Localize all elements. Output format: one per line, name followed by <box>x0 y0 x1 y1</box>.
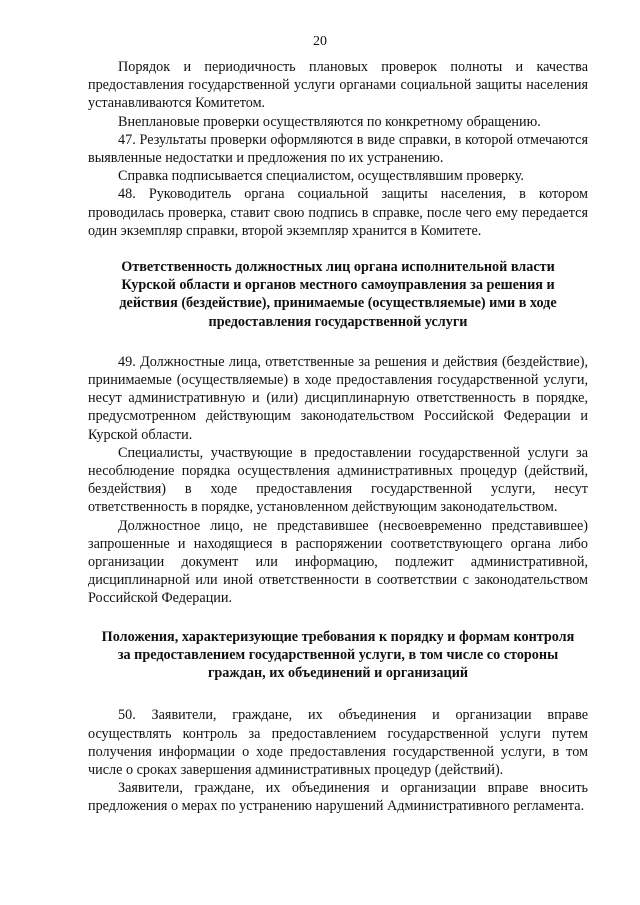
paragraph-47: 47. Результаты проверки оформляются в виде справки, в которой отмечаются выявленные недостатки и предложения по их устранению. <box>88 131 588 167</box>
document-body <box>88 58 588 816</box>
paragraph-49: 49. Должностные лица, ответственные за решения и действия (бездействие), принимаемые (осуществляемые) в ходе предоставления государственной услуги, несут административную и (или) дисциплинарную ответственность в порядке, предусмотренном действующим законодательством Российской Федерации и Курской области. <box>88 353 588 443</box>
paragraph-50: 50. Заявители, граждане, их объединения и организации вправе осуществлять контроль за предоставлением государственной услуги путем получения информации о ходе предоставления государственной услуги, в том числе о сроках завершения административных процедур (действий). <box>88 707 588 778</box>
page-number: 20 <box>313 34 327 49</box>
paragraph-certificate-signing: Справка подписывается специалистом, осуществлявшим проверку. <box>118 168 524 185</box>
paragraph-proposals: Заявители, граждане, их объединения и организации вправе вносить предложения о мерах по устранению нарушений Административного регламента. <box>88 780 588 815</box>
paragraph-official-responsibility: Должностное лицо, не представившее (несвоевременно представившее) запрошенные и находящиеся в распоряжении соответствующего органа либо организации документ или информацию, подлежит административной, дисциплинарной или иной ответственности в соответствии с законодательством Российской Федерации. <box>88 517 588 607</box>
paragraph-inspection-schedule: Порядок и периодичность плановых проверок полноты и качества предоставления государственной услуги органами социальной защиты населения устанавливаются Комитетом. <box>88 59 588 112</box>
section-heading-control-provisions: Положения, характеризующие требования к порядку и формам контроля за предоставлением государственной услуги, в том числе со стороны граждан, их объединений и организаций <box>101 628 575 682</box>
paragraph-specialists-responsibility: Специалисты, участвующие в предоставлении государственной услуги за несоблюдение порядка осуществления административных процедур (действий, бездействия) в ходе предоставления государственной услуги, несут ответственность в порядке, установленном действующим законодательством. <box>88 444 588 516</box>
paragraph-unscheduled-inspections: Внеплановые проверки осуществляются по конкретному обращению. <box>118 113 541 130</box>
paragraph-48: 48. Руководитель органа социальной защиты населения, в котором проводилась проверка, ставит свою подпись в справке, после чего ему передается один экземпляр справки, второй экземпляр хранится в Комитете. <box>88 186 588 239</box>
section-heading-responsibility: Ответственность должностных лиц органа исполнительной власти Курской области и органов местного самоуправления за решения и действия (бездействие), принимаемые (осуществляемые) ими в ходе предоставления государственной услуги <box>119 259 557 330</box>
